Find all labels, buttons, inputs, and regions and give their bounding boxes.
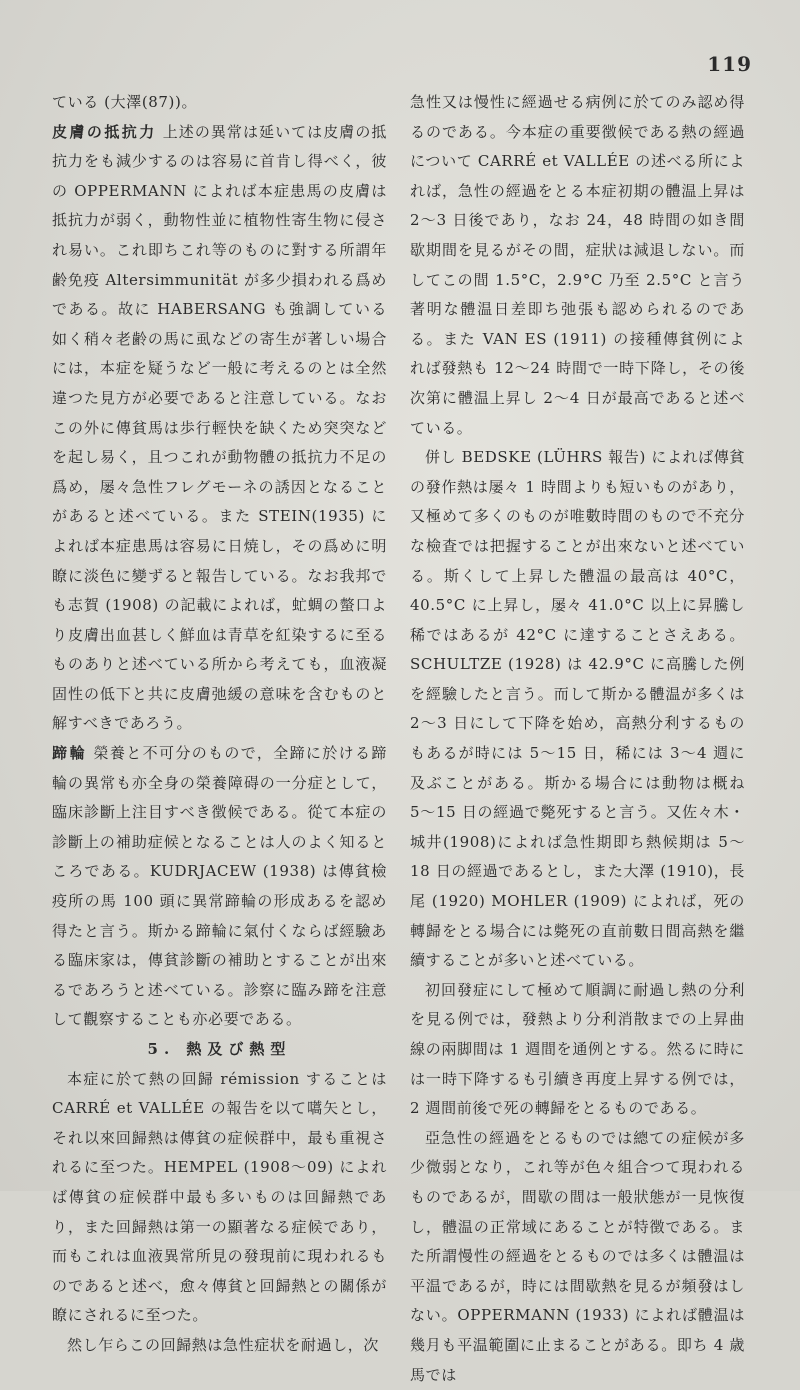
right-column [410, 88, 745, 1390]
section-heading: 5. 熱及び熱型 [147, 1040, 292, 1058]
run-in-heading-skin: 皮膚の抵抗力 [52, 122, 157, 141]
paragraph-skin-resistance [52, 118, 387, 739]
paragraph: 急性又は慢性に經過せる病例に於てのみ認め得るのである。今本症の重要徴候である熱の經過について CARRÉ et VALLÉE の述べる所によれば，急性の經過をとる本症初期の體温上昇は 2〜3 日後であり，なお 24，48 時間の如き間歇期間を見るがその間，症狀は減退しない。而してこの間 1.5°C，2.9°C 乃至 2.5°C と言う著明な體温日差即ち弛張も認められるのである。また VAN ES (1911) の接種傳貧例によれば發熱も 12〜24 時間で一時下降し，その後次第に體温上昇し 2〜4 日が最高であると述べている。 [410, 93, 745, 437]
paragraph: 然し乍らこの回歸熱は急性症状を耐過し，次 [67, 1335, 380, 1354]
page-number: 119 [707, 52, 752, 76]
paragraph-text: 榮養と不可分のもので，全蹄に於ける蹄輪の異常も亦全身の榮養障碍の一分症として，臨床診斷上注目すべき徴候である。從て本症の診斷上の補助症候となることは人のよく知るところである。KUDRJACEW (1938) は傳貧檢疫所の馬 100 頭に異常蹄輪の形成あるを認め得たと言う。斯かる蹄輪に氣付くならば經驗ある臨床家は，傳貧診斷の補助とすることが出來るであろうと述べている。診察に臨み蹄を注意して觀察することも亦必要である。 [52, 744, 387, 1029]
paragraph: 併し BEDSKE (LÜHRS 報告) によれば傳貧の發作熱は屡々 1 時間よりも短いものがあり，又極めて多くのものが唯數時間のもので不充分な檢査では把握することが出來ないと述べている。斯くして上昇した體温の最高は 40°C，40.5°C に上昇し，屡々 41.0°C 以上に昇騰し稀ではあるが 42°C に達することさえある。SCHULTZE (1928) は 42.9°C に高騰した例を經驗したと言う。而して斯かる體温が多くは 2〜3 日にして下降を始め，高熱分利するものもあるが時には 5〜15 日，稀には 3〜4 週に及ぶことがある。斯かる場合には動物は概ね 5〜15 日の經過で斃死すると言う。又佐々木・城井(1908)によれば急性期即ち熱候期は 5〜18 日の經過であるとし，また大澤 (1910)，長尾 (1920) MOHLER (1909) によれば，死の轉歸をとる場合には斃死の直前數日間高熱を繼續することが多いと述べている。 [410, 448, 745, 970]
paragraph-text: 上述の異常は延いては皮膚の抵抗力をも減少するのは容易に首肯し得べく，彼の OPPERMANN によれば本症患馬の皮膚は抵抗力が弱く，動物性並に植物性寄生物に侵され易い。これ即ちこれ等のものに對する所謂年齢免疫 Altersimmunität が多少損われる爲めである。故に HABERSANG も強調している如く稍々老齢の馬に虱などの寄生が著しい場合には，本症を疑うなど一般に考えるのとは全然違つた見方が必要であると注意している。なおこの外に傳貧馬は歩行輕快を缺くため突突などを起し易く，且つこれが動物體の抵抗力不足の爲め，屡々急性フレグモーネの誘因となることがあると述べている。また STEIN(1935) によれば本症患馬は容易に日焼し，その爲めに明瞭に淡色に變ずると報告している。なお我邦でも志賀 (1908) の記載によれば，虻蜩の螫口より皮膚出血甚しく鮮血は青草を紅染するに至るものありと述べている所から考えても，血液凝固性の低下と共に皮膚弛緩の意味を含むものと解すべきであろう。 [52, 122, 387, 733]
run-in-heading-hoof: 蹄輪 [52, 744, 88, 763]
paragraph: ている (大澤(87))。 [52, 93, 198, 111]
paragraph: 初回發症にして極めて順調に耐過し熱の分利を見る例では，發熱より分利消散までの上昇曲線の兩脚間は 1 週間を通例とする。然るに時には一時下降するも引續き再度上昇する例では，2 週間前後で死の轉歸をとるものである。 [410, 980, 745, 1118]
paragraph: 亞急性の經過をとるものでは總ての症候が多少微弱となり，これ等が色々組合つて現われるものであるが，間歇の間は一般狀態が一見恢復し，體温の正常域にあることが特徴である。また所謂慢性の經過をとるものでは多くは體温は平温であるが，時には間歇熱を見るが頻發はしない。OPPERMANN (1933) によれば體温は幾月も平温範圍に止まることがある。即ち 4 歳馬では [410, 1128, 745, 1384]
left-column [52, 88, 387, 1361]
paragraph: 本症に於て熱の回歸 rémission することは CARRÉ et VALLÉE の報告を以て嚆矢とし，それ以來回歸熱は傳貧の症候群中，最も重視されるに至つた。HEMPEL (1908〜09) によれば傳貧の症候群中最も多いものは回歸熱であり，また回歸熱は第一の顯著なる症候であり，而もこれは血液異常所見の發現前に現われるものであると述べ，愈々傳貧と回歸熱との關係が瞭にされるに至つた。 [52, 1069, 387, 1325]
paragraph-hoof-rings [52, 739, 387, 1035]
